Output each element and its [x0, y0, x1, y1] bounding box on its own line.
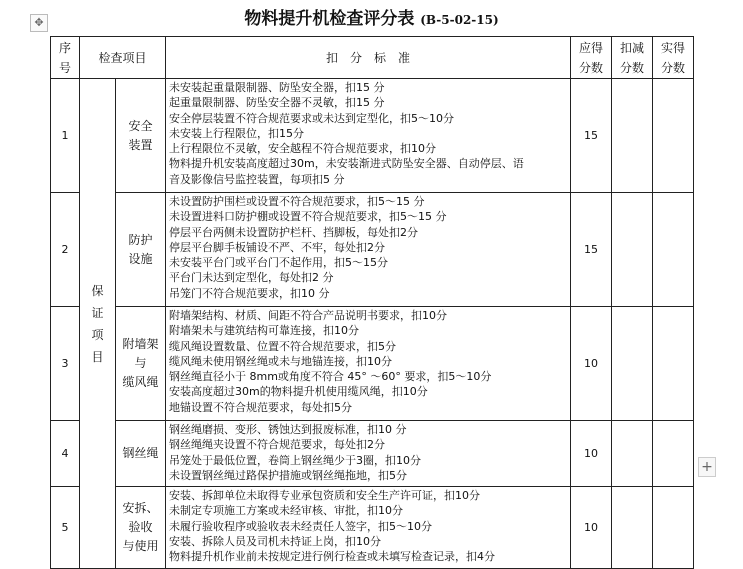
header-standard: 扣 分 标 准	[166, 37, 571, 79]
row-deduct-cell[interactable]	[612, 193, 653, 307]
row-seq: 3	[51, 307, 80, 421]
row-actual-cell[interactable]	[653, 79, 694, 193]
row-standard: 未设置防护围栏或设置不符合规范要求，扣5～15 分 未设置进料口防护棚或设置不符合规范要求，扣5～15 分 停层平台两侧未设置防护栏杆、挡脚板，每处扣2分 停层平台脚手板铺设不严、不牢，每处扣2分 未安装平台门或平台门不起作用，扣5～15分 平台门未达到定型化，每处扣2 分 吊笼门不符合规范要求，扣10 分	[166, 193, 571, 307]
header-item: 检查项目	[80, 37, 166, 79]
row-score: 15	[571, 193, 612, 307]
row-seq: 2	[51, 193, 80, 307]
row-actual-cell[interactable]	[653, 193, 694, 307]
row-standard: 钢丝绳磨损、变形、锈蚀达到报废标准，扣10 分 钢丝绳绳夹设置不符合规范要求，每处扣2分 吊笼处于最低位置，卷筒上钢丝绳少于3圈，扣10分 未设置钢丝绳过路保护措施或钢丝绳拖地，扣5分	[166, 421, 571, 487]
row-category: 安拆、 验收 与使用	[116, 487, 166, 569]
row-standard: 安装、拆卸单位未取得专业承包资质和安全生产许可证，扣10分 未制定专项施工方案或未经审核、审批，扣10分 未履行验收程序或验收表未经责任人签字，扣5～10分 安装、拆除人员及司机未持证上岗，扣10分 物料提升机作业前未按规定进行例行检查或未填写检查记录，扣4分	[166, 487, 571, 569]
page-title	[0, 4, 743, 29]
row-category: 附墙架 与 缆风绳	[116, 307, 166, 421]
table-row	[51, 193, 694, 307]
row-category: 钢丝绳	[116, 421, 166, 487]
header-seq: 序 号	[51, 37, 80, 79]
row-seq: 5	[51, 487, 80, 569]
row-seq: 1	[51, 79, 80, 193]
add-row-button[interactable]: +	[698, 457, 716, 477]
table-row	[51, 421, 694, 487]
row-score: 10	[571, 487, 612, 569]
row-score: 10	[571, 421, 612, 487]
row-score: 10	[571, 307, 612, 421]
row-actual-cell[interactable]	[653, 307, 694, 421]
header-row	[51, 37, 694, 79]
row-standard: 附墙架结构、材质、间距不符合产品说明书要求，扣10分 附墙架未与建筑结构可靠连接，扣10分 缆风绳设置数量、位置不符合规范要求，扣5分 缆风绳未使用钢丝绳或未与地锚连接，扣10分 钢丝绳直径小于 8mm或角度不符合 45° ～60° 要求，扣5～10分 安装高度超过30m的物料提升机使用缆风绳，扣10分 地锚设置不符合规范要求，每处扣5分	[166, 307, 571, 421]
row-deduct-cell[interactable]	[612, 79, 653, 193]
table-row	[51, 307, 694, 421]
row-score: 15	[571, 79, 612, 193]
title-code: (B-5-02-15)	[420, 13, 499, 27]
title-text: 物料提升机检查评分表	[244, 9, 415, 29]
row-deduct-cell[interactable]	[612, 307, 653, 421]
row-deduct-cell[interactable]	[612, 487, 653, 569]
row-category: 安全 装置	[116, 79, 166, 193]
row-actual-cell[interactable]	[653, 487, 694, 569]
table-row	[51, 79, 694, 193]
header-deduct: 扣减 分数	[612, 37, 653, 79]
group-label: 保 证 项 目	[80, 79, 116, 569]
header-actual: 实得 分数	[653, 37, 694, 79]
table-move-handle[interactable]: ✥	[30, 14, 48, 32]
row-standard: 未安装起重量限制器、防坠安全器，扣15 分 起重量限制器、防坠安全器不灵敏，扣15 分 安全停层装置不符合规范要求或未达到定型化，扣5～10分 未安装上行程限位，扣15分 上行程限位不灵敏，安全越程不符合规范要求，扣10分 物料提升机安装高度超过30m，未安装渐进式防坠安全器、自动停层、语 音及影像信号监控装置，每项扣5 分	[166, 79, 571, 193]
row-deduct-cell[interactable]	[612, 421, 653, 487]
row-seq: 4	[51, 421, 80, 487]
row-category: 防护 设施	[116, 193, 166, 307]
score-table	[50, 36, 694, 569]
row-actual-cell[interactable]	[653, 421, 694, 487]
table-row	[51, 487, 694, 569]
header-score: 应得 分数	[571, 37, 612, 79]
